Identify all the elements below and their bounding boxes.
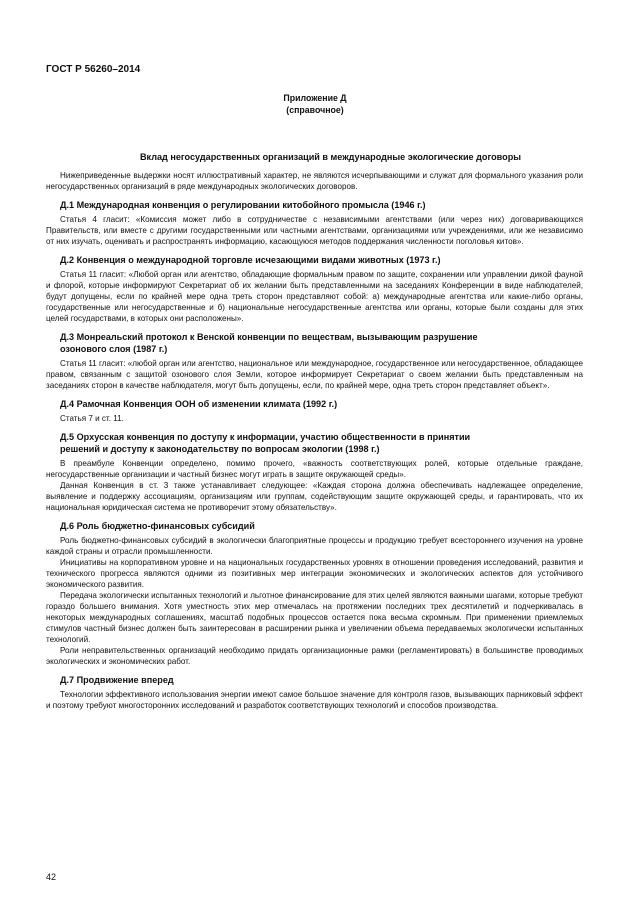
appendix-heading (0, 92, 630, 116)
section-d1-paragraph: Статья 4 гласит: «Комиссия может либо в сотрудничестве с независимыми агентствами (или через них) договаривающихся Правительств, или вместе с другими государственными или частными агентствами, организациями или учреждениями, или же независимо от них изучать, оценивать и распространять информацию, касающуюся методов поддержания численности поголовья китов». (46, 215, 583, 246)
section-d3-heading (46, 331, 583, 355)
section-d5-paragraph-2: Данная Конвенция в ст. 3 также устанавливает следующее: «Каждая сторона должна обеспечивать надлежащее определение, выявление и поддержку ассоциациям, организациям или группам, содействующим защите окружающей среды, и гарантировать, что их национальная юридическая система не противоречит этому обязательству». (46, 481, 583, 512)
section-d5-heading-line2: решений и доступу к законодательству по вопросам экологии (1998 г.) (60, 444, 380, 454)
standard-header: ГОСТ Р 56260–2014 (46, 64, 141, 75)
appendix-subtitle: (справочное) (286, 105, 344, 115)
section-d6-paragraph-1: Роль бюджетно-финансовых субсидий в экологически благоприятные процессы и продукцию требует всестороннего изучения на уровне каждой страны и отрасли промышленности. (46, 536, 583, 556)
document-body (46, 152, 583, 711)
section-d6-paragraph-2: Инициативы на корпоративном уровне и на национальных государственных уровнях в отношении проведения исследований, развития и технического прогресса являются одними из позитивных мер интеграции экономических и экологических аспектов для устойчивого экономического развития. (46, 558, 583, 589)
section-d2-heading: Д.2 Конвенция о международной торговле исчезающими видами животных (1973 г.) (60, 255, 441, 265)
section-d6-paragraph-4: Роли неправительственных организаций необходимо придать организационные рамки (регламентировать) в большинстве проводимых экологических и экономических работ. (46, 646, 583, 666)
section-d3-paragraph: Статья 11 гласит: «любой орган или агентство, национальное или международное, государственное или негосударственное, обладающее правом, связанным с защитой озонового слоя Земли, которое информирует Секретариат о своем желании быть представленным на заседаниях сторон в качестве наблюдателя, могут быть допущены, если, по крайней мере, одна треть сторон представляет объект». (46, 359, 583, 390)
intro-paragraph: Нижеприведенные выдержки носят иллюстративный характер, не являются исчерпывающими и служат для формального указания роли негосударственных организаций в ряде международных экологических договоров. (46, 171, 583, 191)
section-d3-heading-line1: Д.3 Монреальский протокол к Венской конвенции по веществам, вызывающим разрушение (60, 332, 478, 342)
section-d6-heading: Д.6 Роль бюджетно-финансовых субсидий (60, 521, 255, 531)
section-d4-heading: Д.4 Рамочная Конвенция ООН об изменении климата (1992 г.) (60, 399, 338, 409)
section-d7-heading: Д.7 Продвижение вперед (60, 675, 174, 685)
section-d7-paragraph: Технологии эффективного использования энергии имеют самое большое значение для контроля газов, вызывающих парниковый эффект и поэтому требуют многосторонних исследований и разработок соответствующих технологий и способов производства. (46, 690, 583, 710)
section-d4-paragraph: Статья 7 и ст. 11. (60, 414, 124, 423)
section-d5-paragraph-1: В преамбуле Конвенции определено, помимо прочего, «важность соответствующих ролей, которые отдельные граждане, негосударственные организации и частный бизнес могут играть в защите окружающей среды». (46, 459, 583, 479)
section-d5-heading (46, 431, 583, 455)
section-d6-paragraph-3: Передача экологически испытанных технологий и льготное финансирование для этих целей являются важными шагами, которые требуют гораздо большего внимания. Хотя уместность этих мер отмечалась на протяжении последних трех десятилетий и подчеркивалась в некоторых международных соглашениях, масштаб подобных процессов остается пока весьма скромным. При применении приемлемых стимулов частный бизнес должен быть заинтересован в расширении рынка и увеличении объема передаваемых экологически испытанных технологий. (46, 591, 583, 644)
section-d2-paragraph: Статья 11 гласит: «Любой орган или агентство, обладающие формальным правом по защите, сохранении или управлении дикой фауной и флорой, которые информируют Секретариат об их желании быть представленными на заседаниях Конференции в виде наблюдателей, будут допущены, если по крайней мере одна треть сторон представляют собой: а) международные агентства или какие-либо органы, государственные или негосударственные и б) национальные негосударственные агентства или органы, которые были созданы для этих целей государствами, в которых они расположены». (46, 270, 583, 323)
section-d3-heading-line2: озонового слоя (1987 г.) (60, 344, 168, 354)
main-title: Вклад негосударственных организаций в международные экологические договоры (139, 152, 522, 162)
section-d1-heading: Д.1 Международная конвенция о регулировании китобойного промысла (1946 г.) (60, 200, 426, 210)
page-number: 42 (46, 872, 57, 882)
appendix-title: Приложение Д (283, 93, 347, 103)
section-d5-heading-line1: Д.5 Орхусская конвенция по доступу к информации, участию общественности в принятии (60, 432, 471, 442)
